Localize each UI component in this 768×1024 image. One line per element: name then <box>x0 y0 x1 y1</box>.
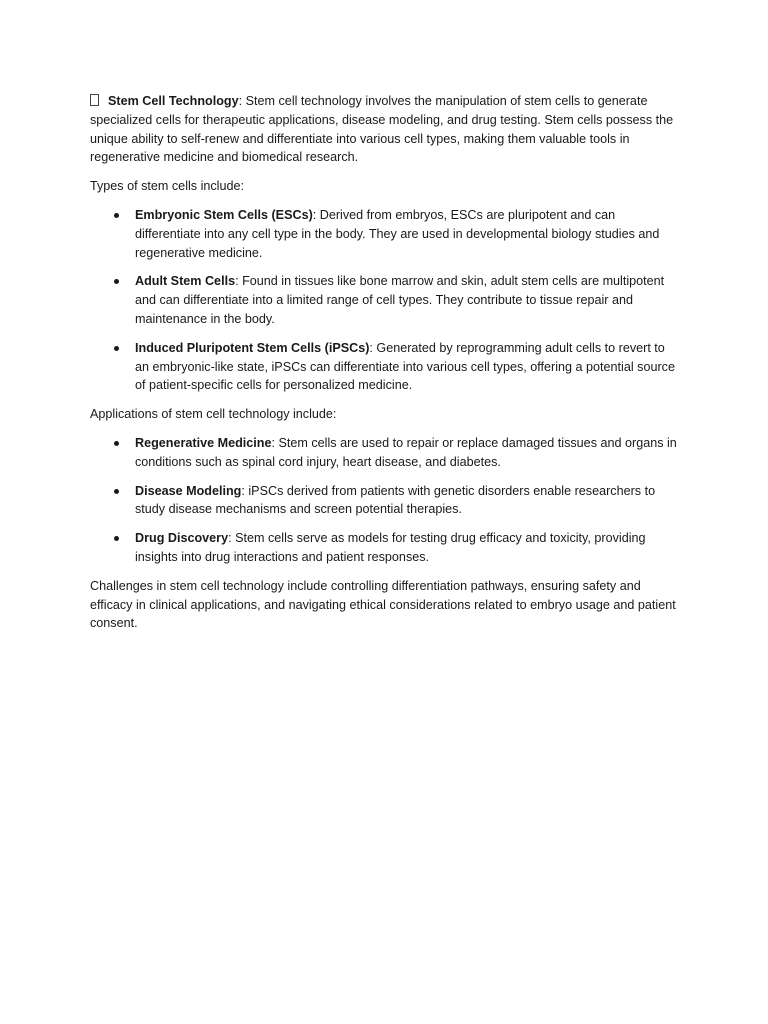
bullet-icon <box>114 441 119 446</box>
item-term: Regenerative Medicine <box>135 435 272 450</box>
item-term: Adult Stem Cells <box>135 274 236 289</box>
applications-list <box>90 434 682 567</box>
list-item <box>90 272 682 328</box>
item-text: : Derived from embryos, ESCs are pluripotent and can differentiate into any cell type in the body. They are used in developmental biology studies and regenerative medicine. <box>135 207 660 260</box>
intro-text: : Stem cell technology involves the manipulation of stem cells to generate specialized cells for therapeutic applications, disease modeling, and drug testing. Stem cells possess the unique ability to self-renew and differentiate into various cell types, making them valuable tools in regenerative medicine and biomedical research. <box>90 94 674 165</box>
box-glyph-icon <box>90 94 99 106</box>
item-text: : Found in tissues like bone marrow and skin, adult stem cells are multipotent and can differentiate into a limited range of cell types. They contribute to tissue repair and maintenance in the body. <box>135 274 665 326</box>
intro-paragraph <box>90 92 682 167</box>
item-text: : Generated by reprogramming adult cells to revert to an embryonic-like state, iPSCs can differentiate into various cell types, offering a potential source of patient-specific cells for personalized medicine. <box>135 340 675 393</box>
item-text: : Stem cells are used to repair or replace damaged tissues and organs in conditions such as spinal cord injury, heart disease, and diabetes. <box>135 435 677 469</box>
list-item <box>90 482 682 520</box>
types-heading: Types of stem cells include: <box>90 179 244 194</box>
document-page <box>90 92 682 643</box>
challenges-paragraph: Challenges in stem cell technology include controlling differentiation pathways, ensuring safety and efficacy in clinical applications, and navigating ethical considerations related to embryo usage and patient consent. <box>90 578 676 631</box>
applications-heading: Applications of stem cell technology include: <box>90 407 337 422</box>
list-item <box>90 339 682 395</box>
types-list <box>90 206 682 395</box>
item-term: Disease Modeling <box>135 483 242 498</box>
list-item <box>90 529 682 567</box>
list-item <box>90 206 682 262</box>
bullet-icon <box>114 279 119 284</box>
item-term: Embryonic Stem Cells (ESCs) <box>135 207 313 222</box>
list-item <box>90 434 682 472</box>
bullet-icon <box>114 346 119 351</box>
bullet-icon <box>114 489 119 494</box>
item-text: : iPSCs derived from patients with genetic disorders enable researchers to study disease mechanisms and screen potential therapies. <box>135 483 656 517</box>
bullet-icon <box>114 213 119 218</box>
intro-term: Stem Cell Technology <box>108 94 239 108</box>
item-term: Drug Discovery <box>135 531 229 546</box>
bullet-icon <box>114 536 119 541</box>
item-term: Induced Pluripotent Stem Cells (iPSCs) <box>135 340 370 355</box>
item-text: : Stem cells serve as models for testing drug efficacy and toxicity, providing insights into drug interactions and patient responses. <box>135 531 646 564</box>
